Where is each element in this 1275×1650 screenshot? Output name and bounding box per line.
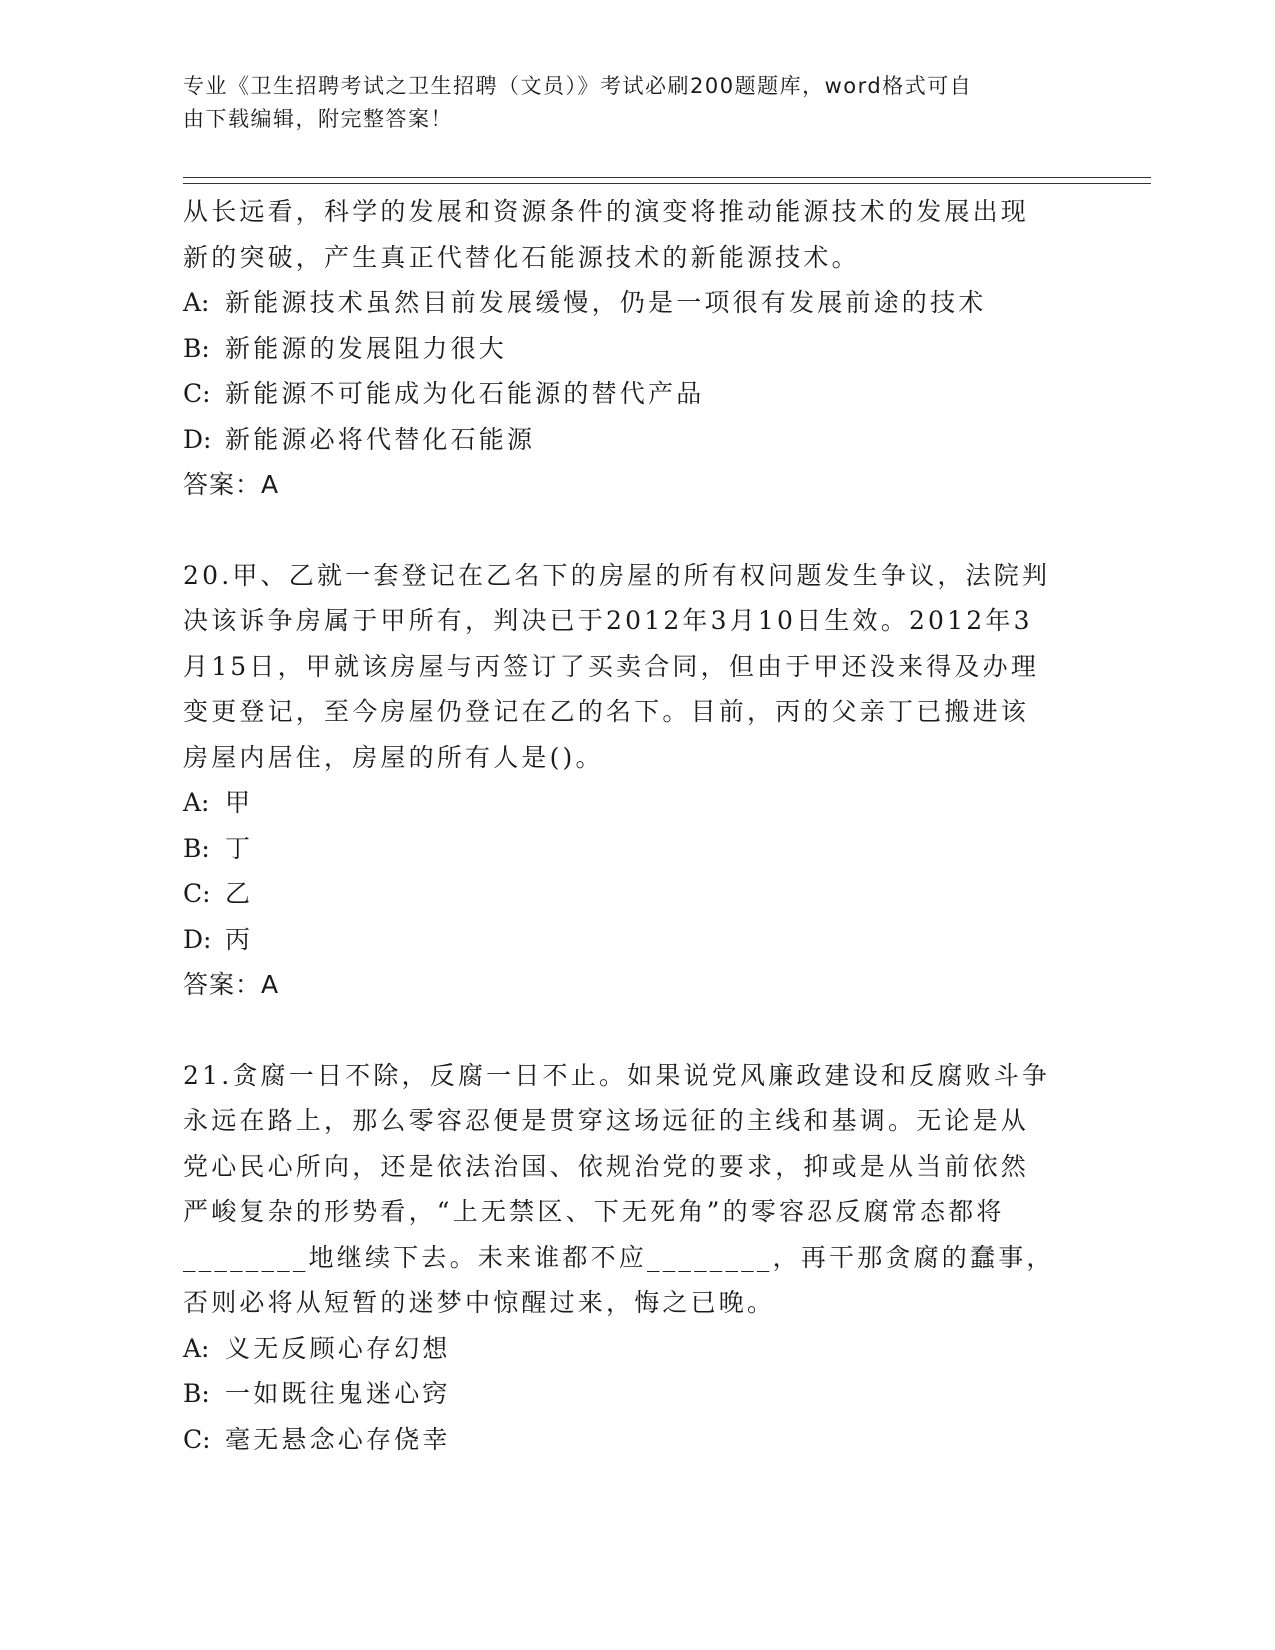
spacer — [183, 508, 1083, 553]
option-letter: C: — [183, 1424, 211, 1454]
option-text: 新能源必将代替化石能源 — [225, 424, 536, 454]
header-divider-bottom — [183, 183, 1151, 184]
option-d — [183, 417, 1083, 463]
question-stem-line: 21.贪腐一日不除，反腐一日不止。如果说党风廉政建设和反腐败斗争 — [183, 1060, 1051, 1090]
option-b — [183, 1371, 1083, 1417]
option-letter: B: — [183, 833, 210, 863]
question-stem-line: 永远在路上，那么零容忍便是贯穿这场远征的主线和基调。无论是从 — [183, 1106, 1030, 1135]
question-stem-line: 新的突破，产生真正代替化石能源技术的新能源技术。 — [183, 242, 860, 272]
option-text: 新能源的发展阻力很大 — [225, 333, 508, 363]
option-text: 丙 — [225, 924, 254, 954]
option-letter: B: — [183, 333, 210, 363]
option-text: 毫无悬念心存侥幸 — [225, 1424, 451, 1454]
option-text: 新能源技术虽然目前发展缓慢，仍是一项很有发展前途的技术 — [225, 288, 987, 317]
option-text: 乙 — [225, 879, 254, 908]
option-c — [183, 871, 1083, 917]
option-letter: A: — [183, 1333, 210, 1363]
option-letter: C: — [183, 879, 211, 908]
option-a — [183, 1326, 1083, 1372]
document-header — [183, 70, 1063, 136]
spacer — [183, 1008, 1083, 1053]
option-letter: B: — [183, 1379, 210, 1408]
question-stem-line: 否则必将从短暂的迷梦中惊醒过来，悔之已晚。 — [183, 1288, 776, 1317]
option-letter: D: — [183, 924, 212, 954]
question-stem-line: ________地继续下去。未来谁都不应________，再干那贪腐的蠢事， — [183, 1242, 1055, 1272]
option-letter: A: — [183, 288, 210, 317]
option-text: 甲 — [225, 788, 254, 817]
option-text: 义无反顾心存幻想 — [225, 1333, 451, 1363]
option-letter: C: — [183, 379, 211, 408]
question-stem-line: 严峻复杂的形势看，“上无禁区、下无死角”的零容忍反腐常态都将 — [183, 1197, 1005, 1226]
question-20 — [183, 553, 1083, 1008]
option-text: 丁 — [225, 833, 254, 863]
header-title-line-1: 专业《卫生招聘考试之卫生招聘（文员）》考试必刷200题题库，word格式可自 — [183, 74, 973, 98]
question-stem-line: 党心民心所向，还是依法治国、依规治党的要求，抑或是从当前依然 — [183, 1151, 1030, 1181]
question-19 — [183, 189, 1083, 508]
question-stem-line: 20.甲、乙就一套登记在乙名下的房屋的所有权问题发生争议，法院判 — [183, 560, 1051, 590]
option-b — [183, 826, 1083, 872]
answer-label: 答案：A — [183, 470, 280, 499]
option-a — [183, 780, 1083, 826]
question-list — [183, 189, 1083, 1462]
header-title-line-2: 由下载编辑，附完整答案！ — [183, 107, 453, 131]
option-letter: A: — [183, 788, 210, 817]
option-a — [183, 280, 1083, 326]
option-text: 一如既往鬼迷心窍 — [225, 1379, 451, 1408]
question-21 — [183, 1053, 1083, 1463]
header-divider-top — [183, 177, 1151, 178]
option-d — [183, 917, 1083, 963]
question-stem-line: 月15日，甲就该房屋与丙签订了买卖合同，但由于甲还没来得及办理 — [183, 651, 1040, 681]
option-b — [183, 326, 1083, 372]
option-c — [183, 371, 1083, 417]
question-stem-line: 决该诉争房属于甲所有，判决已于2012年3月10日生效。2012年3 — [183, 606, 1033, 635]
question-stem-line: 变更登记，至今房屋仍登记在乙的名下。目前，丙的父亲丁已搬进该 — [183, 697, 1030, 726]
answer-label: 答案：A — [183, 970, 280, 999]
option-letter: D: — [183, 424, 212, 454]
option-text: 新能源不可能成为化石能源的替代产品 — [225, 379, 705, 408]
question-stem-line: 房屋内居住，房屋的所有人是()。 — [183, 742, 604, 772]
question-stem-line: 从长远看，科学的发展和资源条件的演变将推动能源技术的发展出现 — [183, 197, 1030, 226]
option-c — [183, 1417, 1083, 1463]
